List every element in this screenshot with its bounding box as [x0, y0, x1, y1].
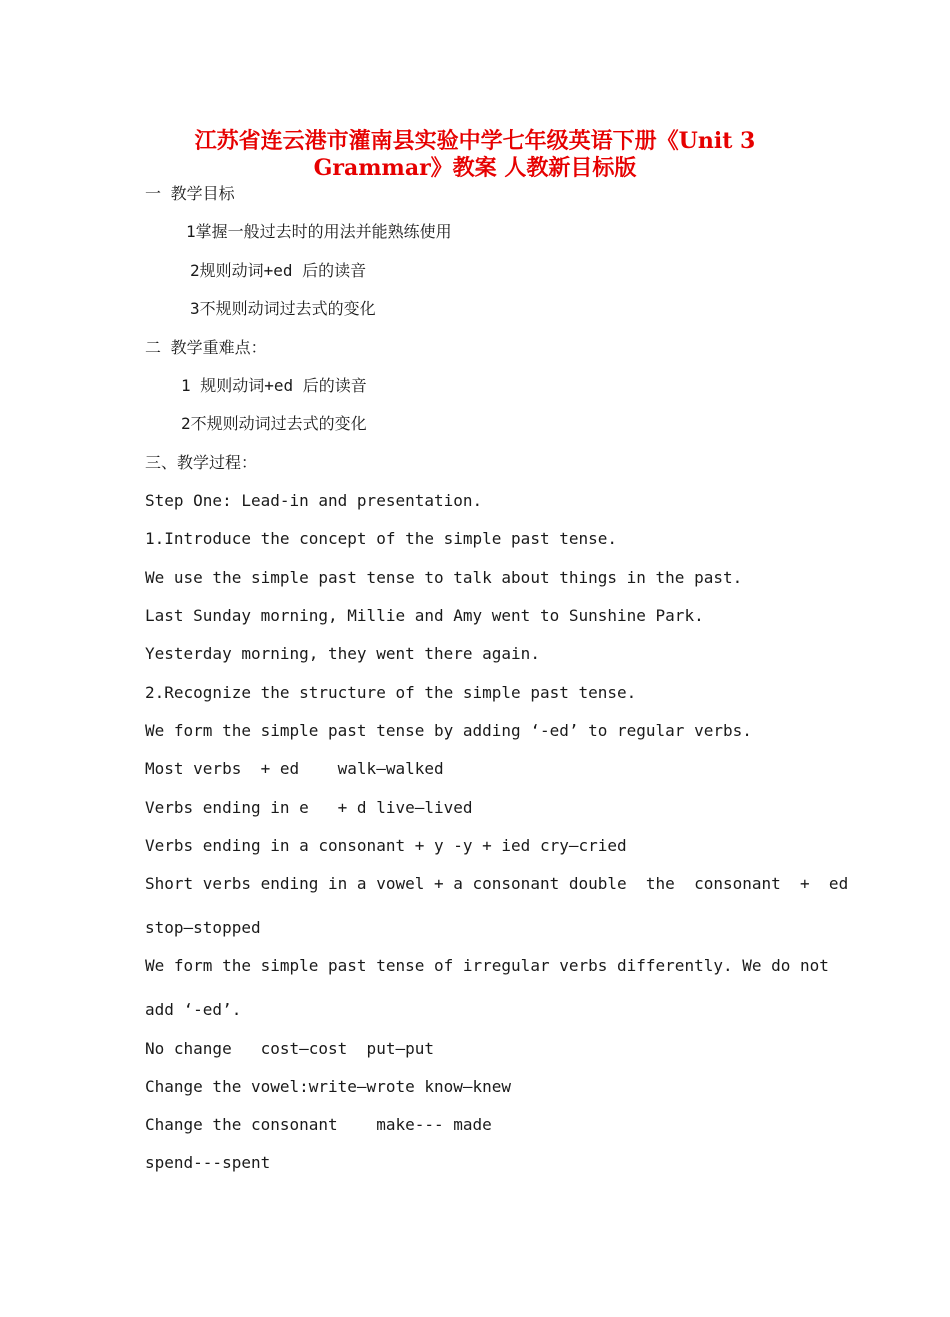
- body-line: Verbs ending in a consonant + y -y + ied cry—cried: [145, 836, 627, 855]
- body-line: Change the vowel:write—wrote know—knew: [145, 1077, 512, 1096]
- section-heading-process: 三、教学过程：: [145, 453, 258, 472]
- body-line: stop—stopped: [145, 918, 261, 937]
- document-title-line-1: 江苏省连云港市灌南县实验中学七年级英语下册《Unit 3: [194, 128, 756, 154]
- key-point-item-1: 1 规则动词+ed 后的读音: [181, 376, 367, 395]
- objective-item-2: 2规则动词+ed 后的读音: [190, 261, 367, 280]
- body-line: 2.Recognize the structure of the simple past tense.: [145, 683, 637, 702]
- body-line: No change cost—cost put—put: [145, 1039, 434, 1058]
- body-line: Verbs ending in e + d live—lived: [145, 798, 473, 817]
- body-line: Last Sunday morning, Millie and Amy went to Sunshine Park.: [145, 606, 704, 625]
- body-line: Step One: Lead-in and presentation.: [145, 491, 483, 510]
- section-heading-key-points: 二 教学重难点：: [145, 338, 267, 357]
- body-line: Most verbs + ed walk—walked: [145, 759, 444, 778]
- key-point-item-2: 2不规则动词过去式的变化: [181, 414, 367, 433]
- objective-item-1: 1掌握一般过去时的用法并能熟练使用: [186, 222, 452, 241]
- document-title-line-2: Grammar》教案 人教新目标版: [313, 155, 637, 181]
- body-line: Yesterday morning, they went there again.: [145, 644, 540, 663]
- section-heading-objectives: 一 教学目标: [145, 184, 235, 203]
- body-line: Short verbs ending in a vowel + a consonant double the consonant + ed: [145, 874, 849, 893]
- body-line: We use the simple past tense to talk about things in the past.: [145, 568, 743, 587]
- body-line: spend---spent: [145, 1153, 271, 1172]
- body-line: 1.Introduce the concept of the simple past tense.: [145, 529, 618, 548]
- body-line: We form the simple past tense by adding ‘-ed’ to regular verbs.: [145, 721, 752, 740]
- body-line: Change the consonant make--- made: [145, 1115, 492, 1134]
- objective-item-3: 3不规则动词过去式的变化: [190, 299, 376, 318]
- body-line: We form the simple past tense of irregular verbs differently. We do not: [145, 956, 829, 975]
- body-line: add ‘-ed’.: [145, 1000, 242, 1019]
